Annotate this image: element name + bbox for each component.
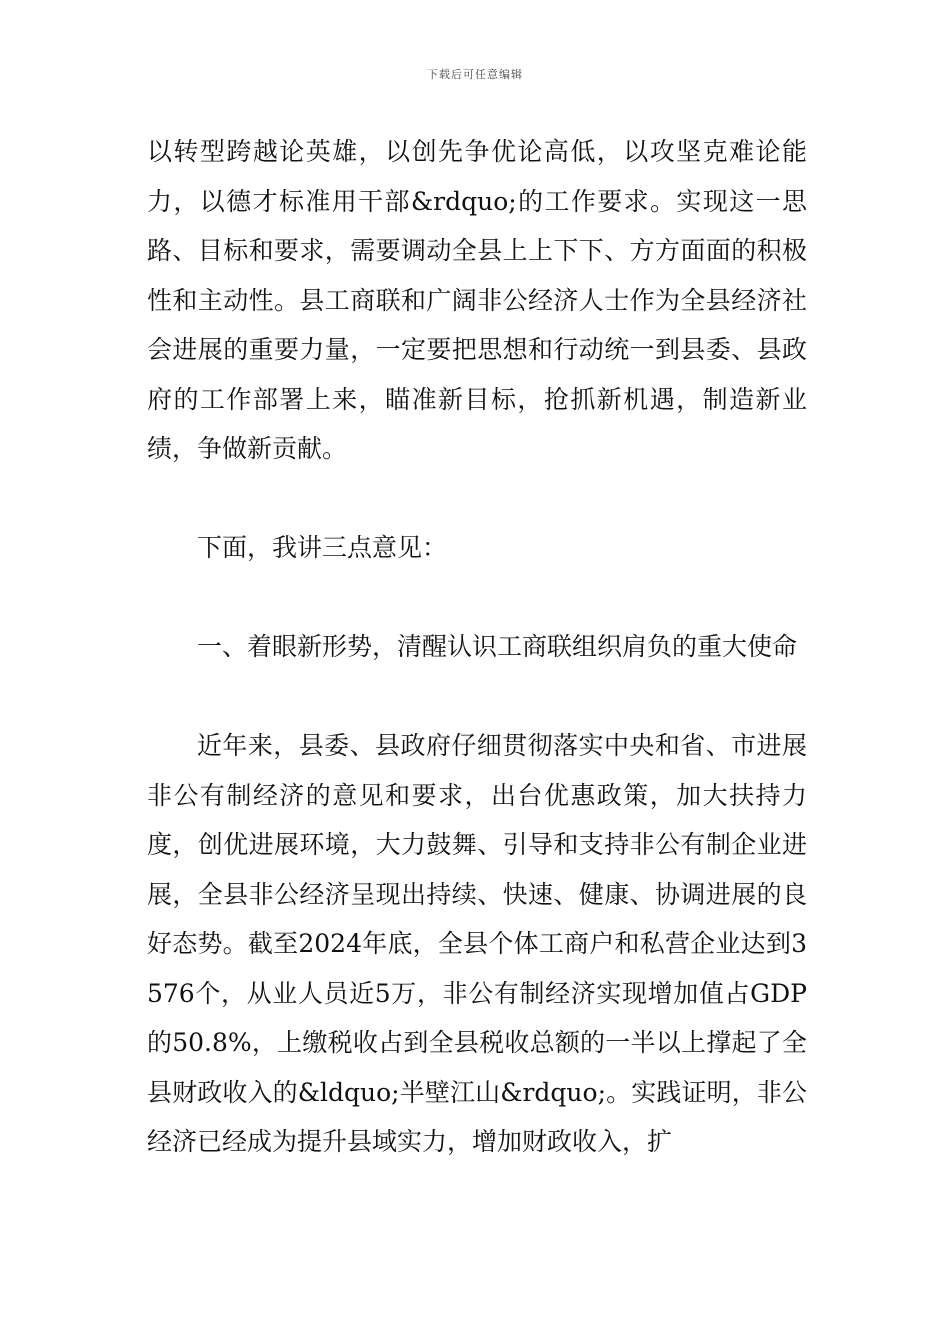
paragraph-recent-years: 近年来，县委、县政府仔细贯彻落实中央和省、市进展非公有制经济的意见和要求，出台优惠政策，加大扶持力度，创优进展环境，大力鼓舞、引导和支持非公有制企业进展，全县非公经济呈现出持续、快速、健康、协调进展的良好态势。截至2024年底，全县个体工商户和私营企业达到3576个，从业人员近5万，非公有制经济实现增加值占GDP的50.8%，上缴税收占到全县税收总额的一半以上撑起了全县财政收入的&ldquo;半壁江山&rdquo;。实践证明，非公经济已经成为提升县域实力，增加财政收入，扩 — [147, 731, 807, 1156]
paragraph-spacer — [147, 573, 807, 623]
paragraph-spacer — [147, 474, 807, 524]
paragraph-spacer — [147, 672, 807, 722]
section-heading-one: 一、着眼新形势，清醒认识工商联组织肩负的重大使命 — [197, 632, 798, 661]
page-header-note: 下载后可任意编辑 — [427, 68, 523, 81]
paragraph-three-points: 下面，我讲三点意见： — [197, 533, 448, 562]
document-body — [147, 127, 807, 1167]
paragraph-intro-continuation: 以转型跨越论英雄，以创先争优论高低，以攻坚克难论能力，以德才标准用干部&rdquo;的工作要求。实现这一思路、目标和要求，需要调动全县上上下下、方方面面的积极性和主动性。县工商联和广阔非公经济人士作为全县经济社会进展的重要力量，一定要把思想和行动统一到县委、县政府的工作部署上来，瞄准新目标，抢抓新机遇，制造新业绩，争做新贡献。 — [147, 137, 807, 463]
